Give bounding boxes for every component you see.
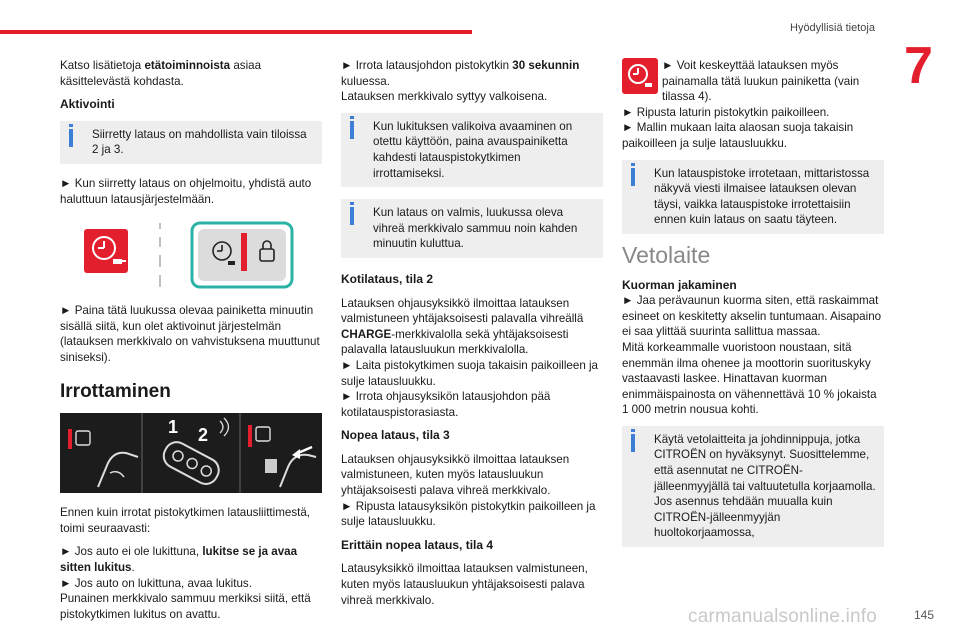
paragraph: ► Paina tätä luukussa olevaa painiketta minuutin sisällä siitä, kun olet aktivoinut järjestelmän (latauksen merkkivalo on vahvistuksena muuttunut siniseksi). [60,304,320,364]
chapter-number: 7 [904,37,933,95]
column-3 [622,58,884,559]
heading-kuorman: Kuorman jakaminen [622,277,737,292]
section-title: Hyödyllisiä tietoja [790,22,875,34]
info-icon [631,168,635,186]
page-number: 145 [914,608,935,622]
paragraph: ► Mallin mukaan laita alaosan suoja takaisin paikoilleen ja sulje latausluukku. [622,121,854,150]
info-icon [631,434,635,452]
paragraph: ► Laita pistokytkimen suoja takaisin paikoilleen ja sulje latausluukku. [341,358,599,388]
paragraph: Katso lisätietoja etätoiminnoista asiaa käsittelevästä kohdasta. [60,59,262,88]
header-red-bar [0,30,472,34]
paragraph: Ennen kuin irrotat pistokytkimen latausliittimestä, toimi seuraavasti: [60,506,311,535]
unlock-figure [60,413,322,493]
paragraph: Latauksen ohjausyksikkö ilmoittaa latauksen valmistuneen yhtäjaksoisesti palavalla vihreällä CHARGE-merkkivalolla sekä yhtäjaksoisesti palavalla latausluukun merkkivalolla. [341,296,584,357]
heading-vetolaite: Vetolaite [622,241,711,268]
paragraph: ► Ripusta latausyksikön pistokytkin paikoilleen ja sulje latausluukku. [341,499,596,529]
paragraph: ► Kun siirretty lataus on ohjelmoitu, yhdistä auto haluttuun latausjärjestelmään. [60,176,312,206]
paragraph: ► Jaa perävaunun kuorma siten, että raskaimmat esineet on keskitetty akselin tuntumaan. Aisapaino ei saa ylittää suurinta sallittua massaa. [622,294,882,339]
paragraph: Latauksen ohjausyksikkö ilmoittaa latauksen valmistuneen, kuten myös latausluukun yhtäjaksoisesti palava vihreä merkkivalo. [341,452,570,498]
stop-charge-icon [622,58,658,94]
info-icon [69,129,73,147]
deferred-charge-icon [84,229,128,273]
column-2 [341,58,603,616]
watermark: carmanualsonline.info [688,606,878,627]
info-box: Kun lukituksen valikoiva avaaminen on otettu käyttöön, paina avauspainiketta kahdesti latauspistokytkimen irrottamiseksi. [341,113,603,187]
info-box: Kun lataus on valmis, luukussa oleva vihreä merkkivalo sammuu noin kahden minuutin kuluttua. [341,199,603,258]
charging-door-figure [60,219,322,291]
paragraph: ► Jos auto on lukittuna, avaa lukitus. [60,576,252,590]
paragraph: ► Irrota latausjohdon pistokytkin 30 sekunnin kuluessa. [341,59,580,88]
heading-irrottaminen: Irrottaminen [60,380,171,402]
paragraph: ► Jos auto ei ole lukittuna, lukitse se ja avaa sitten lukitus. [60,545,298,574]
info-box: Käytä vetolaitteita ja johdinnippuja, jotka CITROËN on hyväksynyt. Suosittelemme, että asennutat ne CITROËN-jälleenmyyjällä tai valtuutetulla korjaamolla. Jos asennus tehdään muualla kuin CITROËN-jälleenmyyjän huoltokorjaamossa, [622,426,884,547]
stop-charge-block [622,58,884,105]
heading-erittain: Erittäin nopea lataus, tila 4 [341,537,494,552]
svg-text:1: 1 [168,417,179,438]
info-box: Kun latauspistoke irrotetaan, mittaristossa näkyvä viesti ilmaisee latauksen olevan täysi, vaikka latauspistoke irrotettaisiin ennen kuin lataus on saatu täyteen. [622,160,884,234]
paragraph: Latauksen merkkivalo syttyy valkoisena. [341,90,548,104]
paragraph: ► Ripusta laturin pistokytkin paikoilleen. [622,105,830,119]
heading-kotilataus: Kotilataus, tila 2 [341,271,434,286]
paragraph: Mitä korkeammalle vuoristoon noustaan, sitä enemmän ilma ohenee ja moottorin suorituskyky vastaavasti laskee. Hinattavan kuorman enimmäispainosta on vähennettävä 10 % jokaista 1 000 metrin nousua kohti. [622,340,877,417]
paragraph: Punainen merkkivalo sammuu merkiksi siitä, että pistokytkimen lukitus on avattu. [60,592,311,621]
paragraph: ► Irrota ohjausyksikön latausjohdon pää kotilatauspistorasiasta. [341,390,551,419]
paragraph: Latausyksikkö ilmoittaa latauksen valmistuneen, kuten myös latausluukun yhtäjaksoisesti palava vihreä merkkivalo. [341,562,588,607]
column-1 [60,58,322,630]
paragraph: ► Voit keskeyttää latauksen myös painamalla tätä luukun painiketta (vain tilassa 4). [662,59,860,104]
info-icon [350,121,354,139]
heading-nopea: Nopea lataus, tila 3 [341,428,450,443]
svg-text:2: 2 [198,425,209,446]
info-icon [350,207,354,225]
heading-aktivointi: Aktivointi [60,97,115,112]
info-box: Siirretty lataus on mahdollista vain tiloissa 2 ja 3. [60,121,322,164]
